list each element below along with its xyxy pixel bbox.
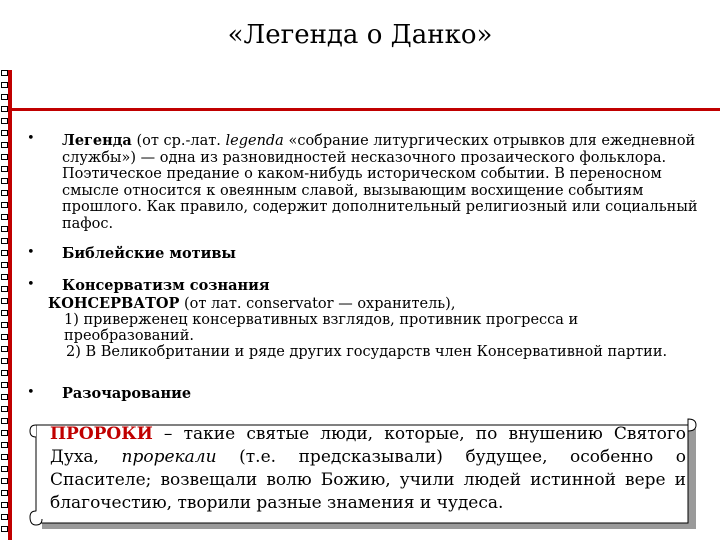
conservator-line-3: 2) В Великобритании и ряде других государств член Консервативной партии. — [66, 344, 668, 360]
bullet-icon: • — [27, 277, 35, 292]
red-vertical-rule — [8, 70, 12, 540]
legend-text-a: (от ср.-лат. — [131, 133, 226, 149]
prophets-text-b: (т.е. предсказывали) будущее, особенно о Спасителе; возвещали волю Божию, учили людей истинной вере и благочестию, творили разные знамения и чудеса. — [50, 447, 687, 513]
biblical-motifs-item: Библейские мотивы — [62, 245, 236, 262]
red-horizontal-rule — [8, 108, 720, 111]
disappointment-item: Разочарование — [62, 385, 192, 402]
prophets-italic: прорекали — [121, 447, 217, 467]
prophets-term: ПРОРОКИ — [50, 424, 153, 444]
conservator-term: КОНСЕРВАТОР — [48, 295, 180, 312]
page-title: «Легенда о Данко» — [227, 20, 493, 50]
conservator-line-1: 1) приверженец консервативных взглядов, противник прогресса и — [64, 312, 579, 328]
prophets-text-a: – такие святые люди, которые, по внушению Святого Духа, — [50, 424, 686, 467]
legend-definition — [62, 133, 702, 232]
prophets-scroll — [28, 415, 700, 533]
bullet-icon: • — [27, 131, 35, 146]
legend-latin: legenda — [225, 133, 284, 149]
conservator-def: (от лат. conservator — охранитель), — [179, 296, 456, 312]
bullet-icon: • — [27, 245, 35, 260]
conservator-line-2: преобразований. — [64, 328, 194, 344]
legend-text-b: «собрание литургических отрывков для ежедневной службы») — одна из разновидностей несказочного прозаического фольклора. Поэтическое предание о каком-нибудь историческом событии. В переносном смысле относится к овеянным славой, вызывающим восхищение событиям прошлого. Как правило, содержит дополнительный религиозный или социальный пафос. — [62, 133, 698, 232]
bullet-icon: • — [27, 385, 35, 400]
conservator-definition — [48, 296, 668, 360]
prophets-definition — [50, 423, 686, 515]
conservatism-item: Консерватизм сознания — [62, 277, 270, 294]
legend-term: Легенда — [62, 132, 132, 149]
